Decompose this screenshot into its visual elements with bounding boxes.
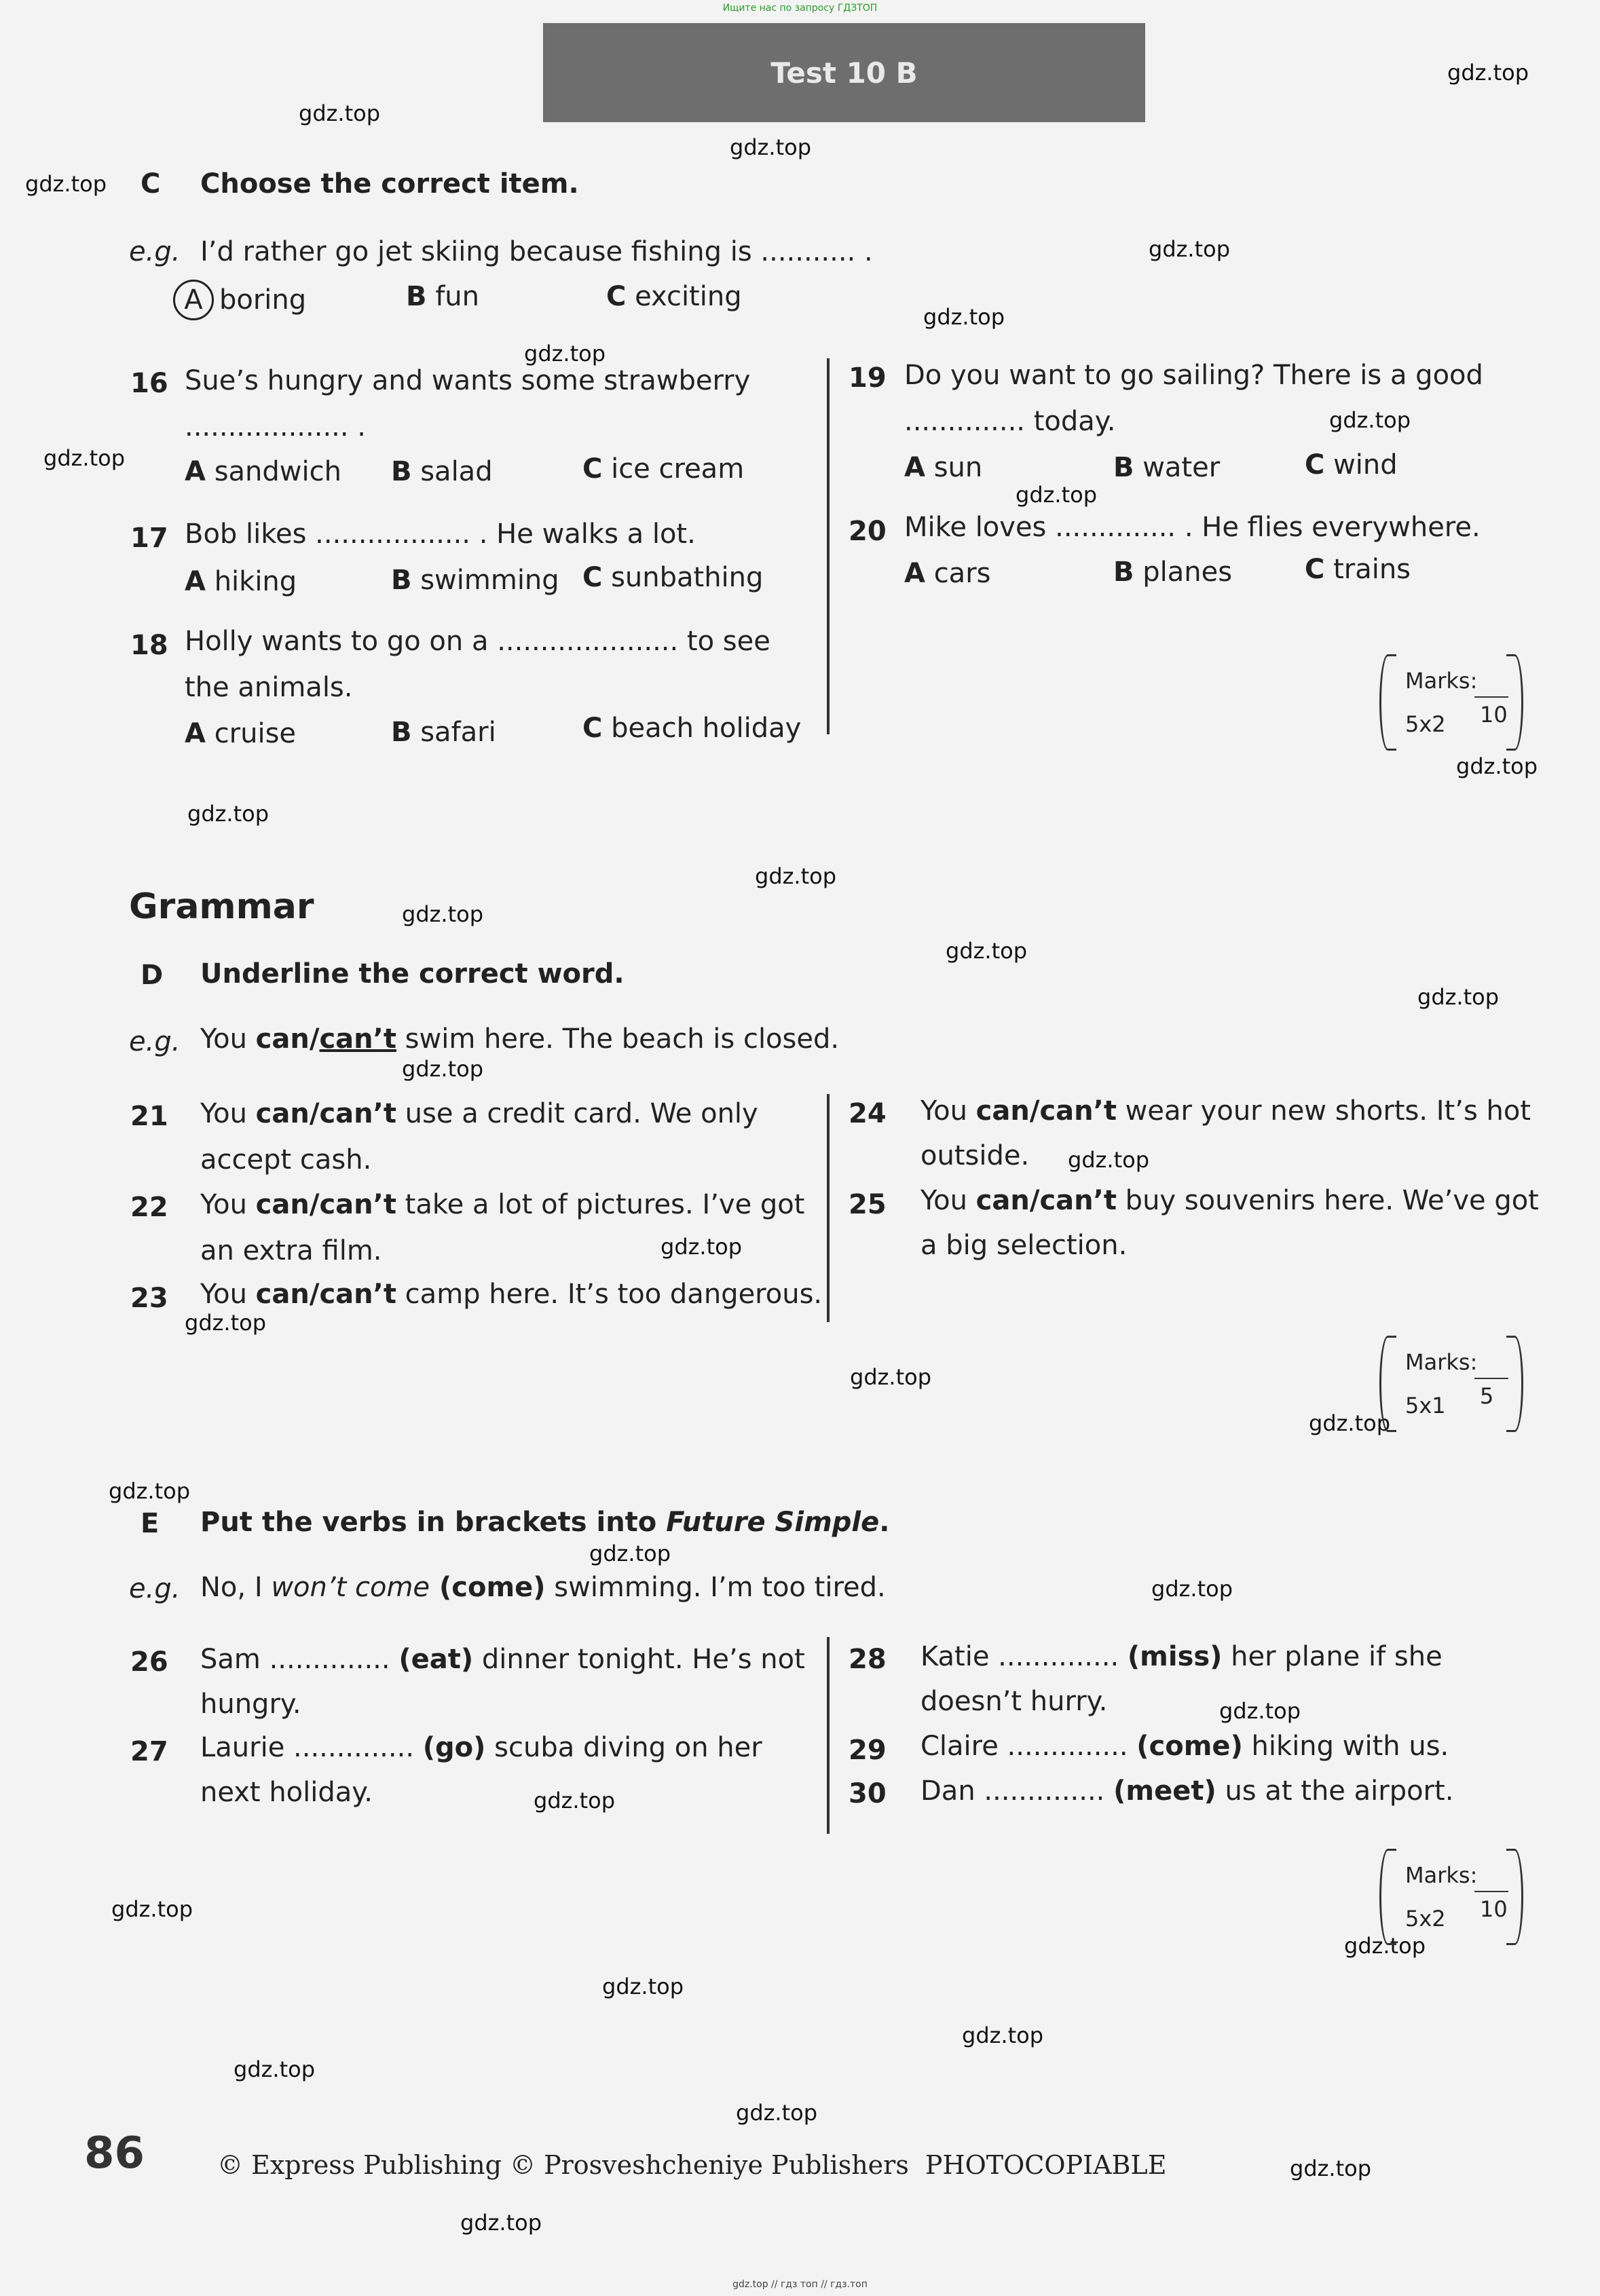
choice-text: can/can’t [975,1185,1117,1216]
watermark: gdz.top [43,445,126,471]
option-letter: B [391,565,412,596]
question-text [200,1732,762,1763]
question-text [920,1641,1443,1672]
question-number: 16 [130,368,168,399]
example-option-b [406,281,479,312]
option-text: safari [420,717,496,748]
text: . [879,1507,890,1538]
option-b [391,456,493,487]
question-number: 26 [130,1646,168,1678]
question-text-line2: .............. today. [904,406,1116,437]
watermark: gdz.top [1417,984,1500,1010]
option-text: cruise [214,718,297,749]
option-letter: A [904,558,925,589]
section-c-instruction: Choose the correct item. [200,168,579,200]
watermark: gdz.top [1344,1933,1426,1959]
choice-text: can/can’t [255,1098,396,1129]
question-text: Do you want to go sailing? There is a good [904,360,1483,391]
question-text-line2: ................... . [185,411,367,443]
watermark: gdz.top [25,171,107,197]
example-sentence [200,1023,839,1055]
watermark: gdz.top [402,1056,484,1082]
example-sentence: I’d rather go jet skiing because fishing is ........... . [200,236,873,267]
section-e-letter: E [141,1508,160,1539]
answer-circle: A [173,280,214,320]
watermark: gdz.top [1068,1147,1150,1173]
verb-in-brackets: (come) [430,1572,546,1603]
question-text: Sue’s hungry and wants some strawberry [185,365,751,396]
question-number: 30 [849,1778,887,1809]
question-text [920,1095,1531,1127]
marks-box [1379,1849,1523,1941]
option-letter: B [391,456,412,487]
question-text: Holly wants to go on a ..................... to see [185,626,770,657]
option-text: sandwich [214,456,341,487]
marks-label: Marks: [1405,1349,1478,1375]
option-letter: B [406,281,427,312]
text: buy souvenirs here. We’ve got [1116,1185,1539,1216]
watermark: gdz.top [187,801,269,827]
watermark: gdz.top [1016,482,1098,508]
option-c [582,562,763,593]
watermark: gdz.top [730,134,812,160]
question-number: 25 [849,1189,887,1220]
marks-total: 10 [1480,702,1508,728]
example-option-c [606,281,742,312]
question-text-line2: an extra film. [200,1235,382,1266]
option-text: exciting [635,281,742,312]
marks-total: 10 [1480,1896,1508,1922]
option-text: planes [1142,557,1233,588]
option-a [904,452,982,483]
text: swimming. I’m too tired. [545,1572,886,1603]
option-letter: B [391,717,412,748]
option-letter: A [185,456,206,487]
option-letter: A [904,452,925,483]
option-letter: A [185,718,206,749]
watermark: gdz.top [1447,60,1529,86]
marks-box [1379,654,1523,747]
watermark: gdz.top [111,1896,193,1922]
top-search-note: Ищите нас по запросу ГДЗТОП [722,3,878,14]
question-text [920,1185,1539,1216]
option-letter: C [606,281,627,312]
watermark: gdz.top [602,1974,684,1999]
question-number: 27 [130,1736,168,1767]
verb-in-brackets: (go) [422,1732,486,1763]
text: her plane if she [1222,1641,1443,1672]
option-c [1305,554,1411,585]
option-text: boring [219,284,307,316]
option-c [582,453,744,485]
example-label: e.g. [129,236,181,267]
watermark: gdz.top [962,2022,1044,2048]
option-a [904,558,990,589]
bottom-note: gdz.top // гдз топ // гдз.топ [732,2279,868,2290]
option-letter: C [1305,554,1325,585]
verb-in-brackets: (come) [1136,1731,1243,1762]
option-letter: A [185,566,206,597]
marks-multiplier: 5x1 [1405,1393,1446,1418]
question-number: 29 [849,1735,887,1766]
section-c-letter: C [141,168,161,200]
text: take a lot of pictures. I’ve got [396,1189,805,1220]
watermark: gdz.top [755,863,837,889]
marks-total: 5 [1480,1383,1494,1409]
example-label: e.g. [129,1573,181,1604]
question-text-line2: a big selection. [920,1230,1128,1261]
question-number: 19 [849,362,887,394]
option-text: water [1142,452,1221,483]
verb-in-brackets: (meet) [1113,1775,1216,1807]
text: Sam .............. [200,1644,399,1675]
question-text [200,1644,805,1675]
question-number: 18 [130,630,168,661]
text: Laurie .............. [200,1732,423,1763]
example-label: e.g. [129,1026,181,1057]
watermark: gdz.top [234,2056,316,2082]
option-letter: C [582,713,603,744]
marks-box [1379,1336,1523,1428]
option-text: swimming [420,565,559,596]
option-b [1113,557,1232,588]
option-b [391,565,559,596]
option-letter: C [1305,449,1325,481]
verb-in-brackets: (miss) [1127,1641,1223,1672]
text: Put the verbs in brackets into [200,1507,667,1538]
choice-text: can/can’t [255,1189,396,1220]
text: Dan .............. [920,1775,1114,1807]
question-number: 28 [849,1644,887,1675]
verb-in-brackets: (eat) [398,1644,474,1675]
option-c [582,713,801,744]
option-text: wind [1333,449,1398,481]
question-number: 21 [130,1101,168,1132]
option-text: fun [435,281,480,312]
grammar-heading: Grammar [129,886,314,927]
question-text [920,1731,1449,1762]
text: You [200,1098,256,1129]
copyright-text: © Express Publishing © Prosveshcheniye Publishers [217,2150,909,2180]
question-text: Bob likes .................. . He walks a lot. [185,519,696,550]
column-divider [827,1094,830,1322]
question-text-line2: the animals. [185,672,353,703]
question-text-line2: outside. [920,1140,1030,1171]
option-text: cars [933,558,991,589]
text: You [920,1095,976,1127]
question-text-line2: doesn’t hurry. [920,1686,1108,1717]
option-c [1305,449,1398,481]
option-text: trains [1333,554,1411,585]
question-text-line2: next holiday. [200,1777,373,1808]
section-e-instruction [200,1507,889,1538]
watermark: gdz.top [923,304,1005,330]
tense-name: Future Simple [666,1507,880,1538]
watermark: gdz.top [1329,407,1411,433]
marks-multiplier: 5x2 [1405,711,1446,737]
question-text: Mike loves .............. . He flies everywhere. [904,512,1481,543]
watermark: gdz.top [589,1541,671,1566]
test-title-banner [543,23,1145,122]
text: hiking with us. [1242,1731,1449,1762]
question-number: 24 [849,1098,887,1129]
option-letter: B [1113,557,1134,588]
option-text: hiking [214,566,297,597]
section-d-letter: D [141,960,164,991]
question-text [200,1189,804,1220]
text: us at the airport. [1216,1775,1454,1807]
watermark: gdz.top [1151,1576,1233,1602]
option-letter: C [582,453,603,485]
watermark: gdz.top [402,901,484,927]
watermark: gdz.top [534,1788,616,1813]
question-number: 22 [130,1192,168,1223]
option-text: ice cream [611,453,745,485]
question-text-line2: hungry. [200,1689,301,1720]
watermark: gdz.top [1309,1410,1391,1436]
question-number: 17 [130,523,168,554]
question-text [200,1098,758,1129]
watermark: gdz.top [1456,753,1538,779]
option-letter: C [582,562,603,593]
choice-text: can/ [255,1023,320,1055]
text: use a credit card. We only [396,1098,758,1129]
text: camp here. It’s too dangerous. [396,1279,823,1310]
marks-label: Marks: [1405,1862,1478,1888]
text: You [200,1279,256,1310]
choice-text: can/can’t [975,1095,1117,1127]
text: You [920,1185,976,1216]
section-d-instruction: Underline the correct word. [200,958,625,990]
question-text [920,1775,1453,1807]
watermark: gdz.top [946,938,1028,964]
option-text: sun [933,452,983,483]
text: Katie .............. [920,1641,1128,1672]
text: Claire .............. [920,1731,1137,1762]
text: wear your new shorts. It’s hot [1116,1095,1531,1127]
option-text: sunbathing [611,562,764,593]
question-text [200,1279,822,1310]
watermark: gdz.top [299,100,381,126]
option-letter: B [1113,452,1134,483]
watermark: gdz.top [185,1310,267,1336]
example-answer: won’t come [271,1572,430,1603]
watermark: gdz.top [524,341,606,366]
watermark: gdz.top [1219,1698,1301,1724]
copyright-line [217,2150,1166,2180]
option-b [1113,452,1220,483]
page-number: 86 [84,2128,145,2179]
option-b [391,717,496,748]
watermark: gdz.top [736,2100,818,2126]
example-option-a [173,280,306,320]
example-sentence [200,1572,886,1603]
choice-text: can/can’t [255,1279,396,1310]
column-divider [827,358,830,734]
option-a [185,718,296,749]
question-number: 23 [130,1283,168,1314]
test-title: Test 10 B [770,56,918,90]
option-a [185,456,341,487]
watermark: gdz.top [1149,236,1231,262]
option-a [185,566,297,597]
watermark: gdz.top [460,2210,542,2236]
photocopiable-label: PHOTOCOPIABLE [925,2150,1167,2180]
watermark: gdz.top [661,1234,743,1260]
option-text: salad [420,456,493,487]
text: scuba diving on her [485,1732,762,1763]
marks-label: Marks: [1405,668,1478,694]
text: swim here. The beach is closed. [396,1023,840,1055]
text: You [200,1023,256,1055]
text: You [200,1189,256,1220]
text: dinner tonight. He’s not [473,1644,805,1675]
text: No, I [200,1572,272,1603]
underlined-answer: can’t [319,1023,396,1055]
option-text: beach holiday [611,713,802,744]
watermark: gdz.top [1290,2156,1372,2181]
question-text-line2: accept cash. [200,1144,372,1175]
watermark: gdz.top [850,1364,932,1390]
watermark: gdz.top [109,1478,191,1504]
question-number: 20 [849,516,887,547]
marks-multiplier: 5x2 [1405,1906,1446,1932]
column-divider [827,1637,830,1834]
